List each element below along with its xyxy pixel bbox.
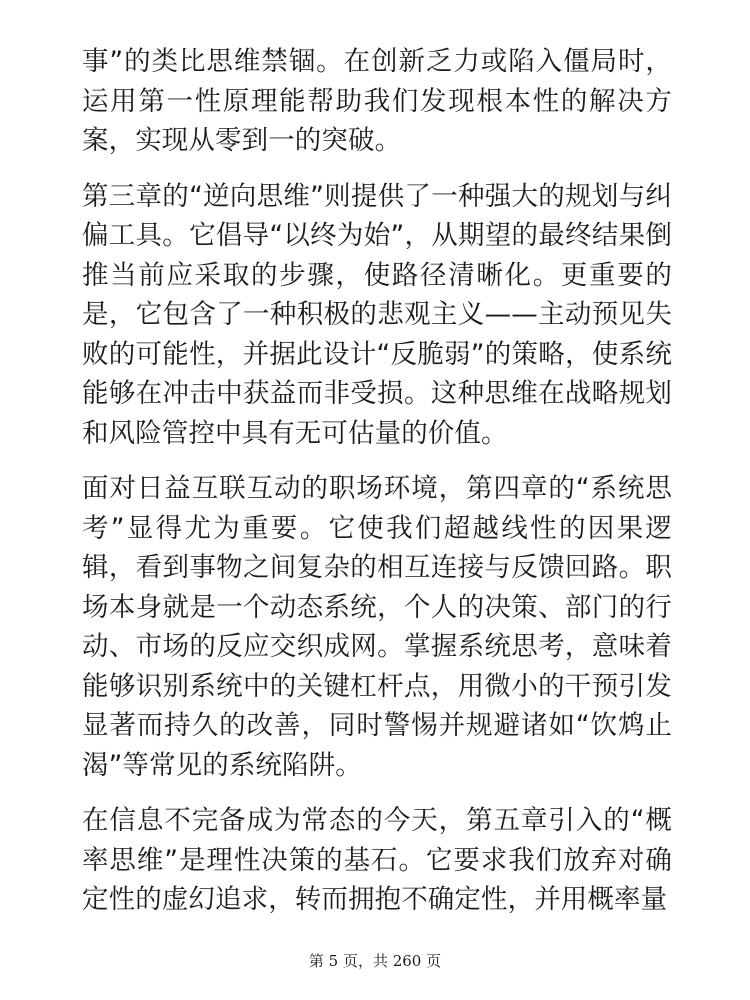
paragraph-3: 面对日益互联互动的职场环境，第四章的“系统思考”显得尤为重要。它使我们超越线性的因果逻辑，看到事物之间复杂的相互连接与反馈回路。职场本身就是一个动态系统，个人的决策、部门的行动、市场的反应交织成网。掌握系统思考，意味着能够识别系统中的关键杠杆点，用微小的干预引发显著而持久的改善，同时警惕并规避诸如“饮鸩止渴”等常见的系统陷阱。 [82, 473, 672, 781]
paragraph-1: 事”的类比思维禁锢。在创新乏力或陷入僵局时，运用第一性原理能帮助我们发现根本性的解决方案，实现从零到一的突破。 [82, 46, 672, 156]
paragraph-2: 第三章的“逆向思维”则提供了一种强大的规划与纠偏工具。它倡导“以终为始”，从期望的最终结果倒推当前应采取的步骤，使路径清晰化。更重要的是，它包含了一种积极的悲观主义——主动预见失败的可能性，并据此设计“反脆弱”的策略，使系统能够在冲击中获益而非受损。这种思维在战略规划和风险管控中具有无可估量的价值。 [82, 180, 672, 449]
body-text [82, 42, 672, 936]
paragraph-4: 在信息不完备成为常态的今天，第五章引入的“概率思维”是理性决策的基石。它要求我们放弃对确定性的虚幻追求，转而拥抱不确定性，并用概率量 [82, 805, 672, 915]
page-number-footer: 第 5 页，共 260 页 [308, 952, 442, 970]
